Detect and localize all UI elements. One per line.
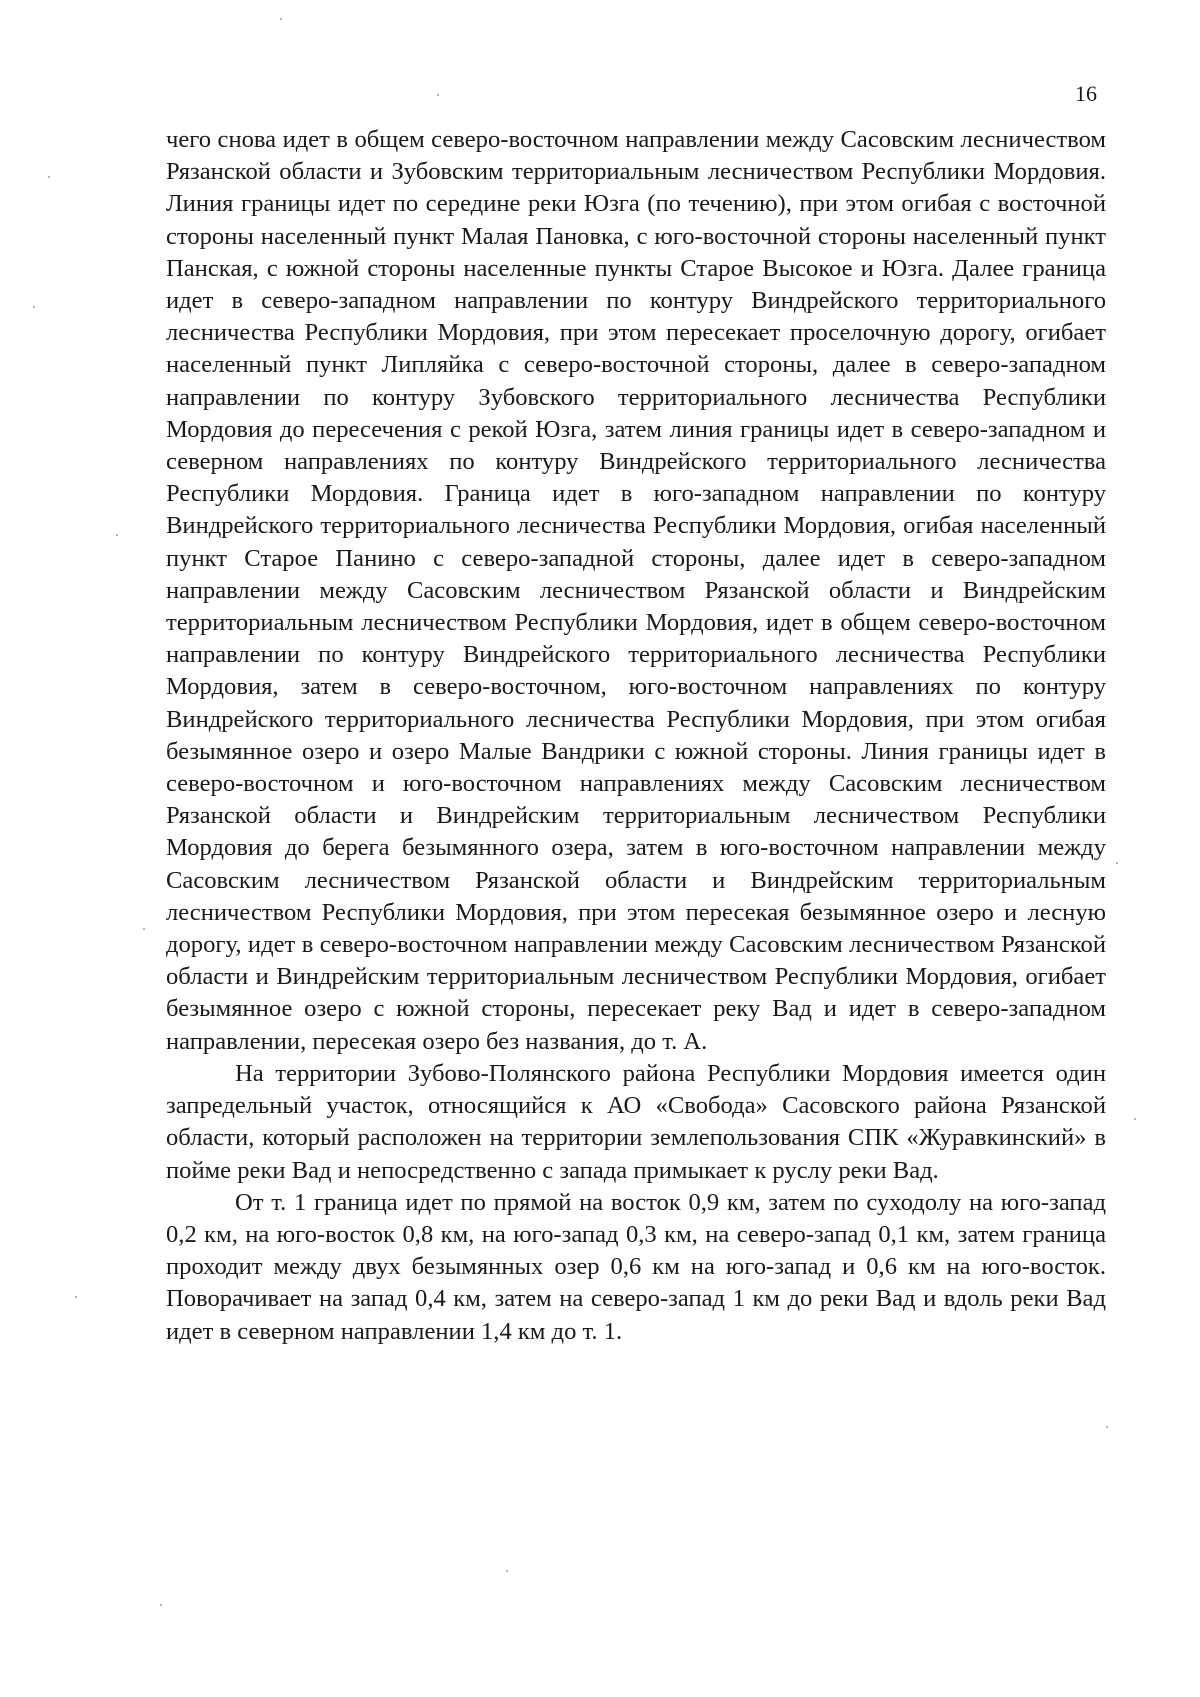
scan-speck <box>437 94 439 96</box>
scan-speck <box>116 534 118 536</box>
scan-speck <box>48 176 50 178</box>
paragraph-exclave-info: На территории Зубово-Полянского района Республики Мордовия имеется один запредельный участок, относящийся к АО «Свобода» Сасовского района Рязанской области, который расположен на территории землепользования СПК «Журавкинский» в пойме реки Вад и непосредственно с запада примыкает к руслу реки Вад. <box>166 1059 1106 1184</box>
scan-speck <box>75 1296 77 1298</box>
page-number: 16 <box>1075 81 1097 106</box>
scan-speck <box>33 306 35 308</box>
scan-speck <box>143 928 145 930</box>
scan-speck <box>1134 1118 1136 1120</box>
scan-speck <box>1106 1426 1108 1428</box>
paragraph-exclave-boundary: От т. 1 граница идет по прямой на восток 0,9 км, затем по суходолу на юго-запад 0,2 км, на юго-восток 0,8 км, на юго-запад 0,3 км, на северо-запад 0,1 км, затем граница проходит между двух безымянных озер 0,6 км на юго-запад и 0,6 км на юго-восток. Поворачивает на запад 0,4 км, затем на северо-запад 1 км до реки Вад и вдоль реки Вад идет в северном направлении 1,4 км до т. 1. <box>166 1188 1106 1345</box>
scan-speck <box>506 1570 508 1572</box>
scan-speck <box>280 18 282 20</box>
document-body <box>166 124 1106 1348</box>
scan-speck <box>1116 862 1118 864</box>
paragraph-boundary-description: чего снова идет в общем северо-восточном направлении между Сасовским лесничеством Рязанской области и Зубовским территориальным лесничеством Республики Мордовия. Линия границы идет по середине реки Юзга (по течению), при этом огибая с восточной стороны населенный пункт Малая Пановка, с юго-восточной стороны населенный пункт Панская, с южной стороны населенные пункты Старое Высокое и Юзга. Далее граница идет в северо-западном направлении по контуру Виндрейского территориального лесничества Республики Мордовия, при этом пересекает проселочную дорогу, огибает населенный пункт Липляйка с северо-восточной стороны, далее в северо-западном направлении по контуру Зубовского территориального лесничества Республики Мордовия до пересечения с рекой Юзга, затем линия границы идет в северо-западном и северном направлениях по контуру Виндрейского территориального лесничества Республики Мордовия. Граница идет в юго-западном направлении по контуру Виндрейского территориального лесничества Республики Мордовия, огибая населенный пункт Старое Панино с северо-западной стороны, далее идет в северо-западном направлении между Сасовским лесничеством Рязанской области и Виндрейским территориальным лесничеством Республики Мордовия, идет в общем северо-восточном направлении по контуру Виндрейского территориального лесничества Республики Мордовия, затем в северо-восточном, юго-восточном направлениях по контуру Виндрейского территориального лесничества Республики Мордовия, при этом огибая безымянное озеро и озеро Малые Вандрики с южной стороны. Линия границы идет в северо-восточном и юго-восточном направлениях между Сасовским лесничеством Рязанской области и Виндрейским территориальным лесничеством Республики Мордовия до берега безымянного озера, затем в юго-восточном направлении между Сасовским лесничеством Рязанской области и Виндрейским территориальным лесничеством Республики Мордовия, при этом пересекая безымянное озеро и лесную дорогу, идет в северо-восточном направлении между Сасовским лесничеством Рязанской области и Виндрейским территориальным лесничеством Республики Мордовия, огибает безымянное озеро с южной стороны, пересекает реку Вад и идет в северо-западном направлении, пересекая озеро без названия, до т. А. <box>166 126 1106 1055</box>
scan-speck <box>160 1604 162 1606</box>
